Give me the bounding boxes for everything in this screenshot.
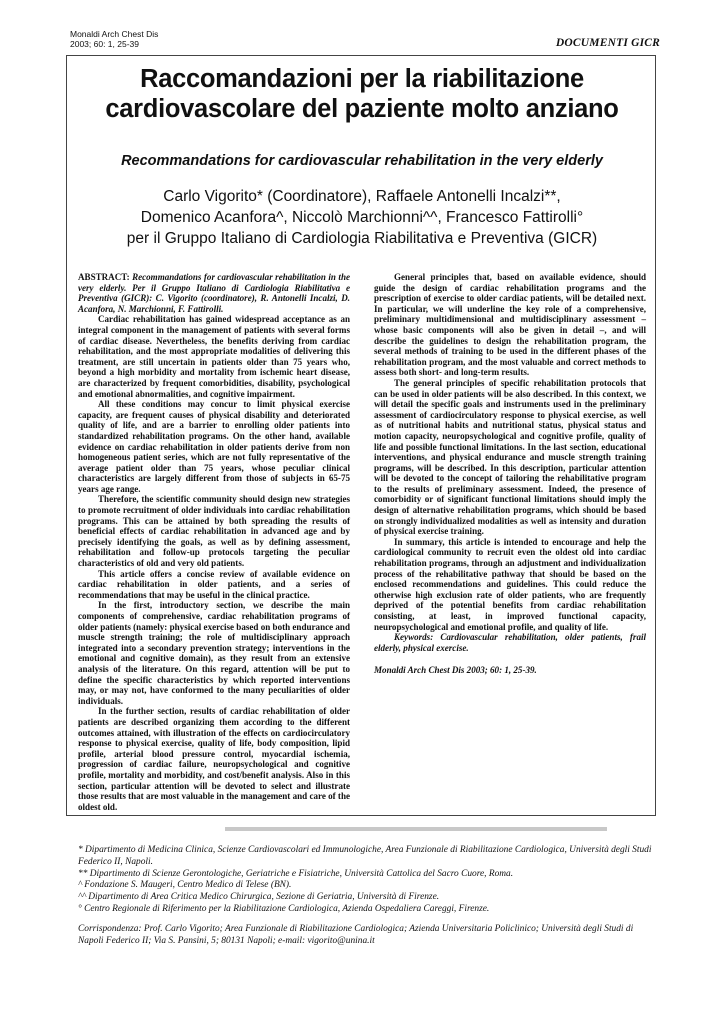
title-line-2: cardiovascolare del paziente molto anziano — [105, 95, 619, 123]
affiliation: ** Dipartimento di Scienze Gerontologiche, Geriatriche e Fisiatriche, Università Cattolica del Sacro Cuore, Roma. — [78, 868, 514, 879]
article-title — [0, 64, 724, 124]
correspondence: Corrispondenza: Prof. Carlo Vigorito; Area Funzionale di Riabilitazione Cardiologica; Azienda Universitaria Policlinico; Università degli Studi di Napoli Federico II; Via S. Pansini, 5; 80131 Napoli; e-mail: vigorito@unina.it — [78, 923, 634, 946]
abstract-column-left — [78, 272, 350, 812]
journal-info — [70, 29, 158, 49]
abstract-paragraph: In summary, this article is intended to encourage and help the cardiological community to recruit even the oldest old into cardiac rehabilitation programs, through an adjustment and individualization process of the rehabilitative pathway that should be based on the enclosed recommendations and guidelines. This could reduce the otherwise high exclusion rate of older patients, who are frequently deprived of the potential benefits from cardiac rehabilitation consisting, at least, in improved functional capacity, neuropsychological and emotional profile, and quality of life. — [374, 536, 646, 632]
authors-line-2: Domenico Acanfora^, Niccolò Marchionni^^, Francesco Fattirolli° — [140, 209, 584, 226]
abstract-paragraph: This article offers a concise review of available evidence on cardiac rehabilitation in older patients, and a series of recommendations that may be useful in the clinical practice. — [78, 568, 350, 600]
authors-line-3: per il Gruppo Italiano di Cardiologia Riabilitativa e Preventiva (GICR) — [126, 230, 598, 247]
affiliations — [78, 845, 654, 947]
affiliation: * Dipartimento di Medicina Clinica, Scienze Cardiovascolari ed Immunologiche, Area Funzionale di Riabilitazione Cardiologica, Università degli Studi Federico II, Napoli. — [78, 845, 652, 867]
keywords: Keywords: Cardiovascular rehabilitation, older patients, frail elderly, physical exercise. — [374, 632, 646, 653]
abstract-paragraph: In the first, introductory section, we describe the main components of comprehensive, cardiac rehabilitation programs of older patients (namely: physical exercise based on both endurance and muscle strength training; the role of multidisciplinary approach integrated into a secondary prevention strategy; interventions in the emotional and cognitive domain), as they result from an extensive analysis of the literature. On this regard, attention will be put to define the specific characteristics by which reported interventions may, or may not, have conformed to the many peculiarities of older individuals. — [78, 600, 350, 706]
abstract-paragraph: Cardiac rehabilitation has gained widespread acceptance as an integral component in the management of patients with several forms of cardiac disease. Nevertheless, the benefits deriving from cardiac rehabilitation, and the most appropriate modalities of delivering this treatment, are still uncertain in patients older than 75 years who, beyond a high morbidity and mortality from ischemic heart disease, are characterized by frequent comorbidities, disability, psychological and emotional abnormalities, and cognitive impairment. — [78, 314, 350, 399]
article-subtitle: Recommandations for cardiovascular rehabilitation in the very elderly — [121, 153, 603, 169]
authors-line-1: Carlo Vigorito* (Coordinatore), Raffaele Antonelli Incalzi**, — [163, 188, 561, 205]
abstract-paragraph: The general principles of specific rehabilitation protocols that can be used in older patients will be also described. In this context, we will detail the specific goals and instruments used in the preliminary assessment of cardiocirculatory response to physical exercise, as well as of nutritional habits and nutritional status, physical status and motion capacity, neuropsychological and cognitive profile, quality of life and possible functional limitations. In the last section, educational interventions, and physical endurance and muscle strength training programs, will be described. In this description, particular attention will be devoted to the concept of tailoring the rehabilitative program to the results of preliminary assessment. Indeed, the presence of comorbidity or of significant functional limitations should imply the design of alternative rehabilitation programs, which should be based on strongly individualized modalities as well as intensity and duration of physical exercise training. — [374, 377, 646, 537]
title-line-1: Raccomandazioni per la riabilitazione — [140, 65, 584, 93]
abstract-column-right — [374, 272, 646, 676]
affiliation: ^^ Dipartimento di Area Critica Medico Chirurgica, Sezione di Geriatria, Università di Firenze. — [78, 892, 440, 903]
affiliation: ° Centro Regionale di Riferimento per la Riabilitazione Cardiologica, Azienda Ospedaliera Careggi, Firenze. — [78, 903, 490, 914]
citation: Monaldi Arch Chest Dis 2003; 60: 1, 25-39. — [374, 665, 537, 676]
divider — [225, 827, 607, 831]
author-list — [0, 186, 724, 249]
abstract-intro — [78, 272, 350, 314]
abstract-reference: Recommandations for cardiovascular rehabilitation in the very elderly. Per il Gruppo Italiano di Cardiologia Riabilitativa e Preventiva (GICR): C. Vigorito (coordinatore), R. Antonelli Incalzi, D. Acanfora, N. Marchionni, F. Fattirolli. — [78, 272, 350, 314]
abstract-paragraph: General principles that, based on available evidence, should guide the design of cardiac rehabilitation programs and the prescription of exercise to older cardiac patients, will be detailed next. In particular, we will underline the key role of a comprehensive, preliminary multidimensional and multidisciplinary assessment – whose basic components will also be given in detail –, and will describe the guidelines to design the rehabilitation program, the several methods of training to be used in the different phases of the rehabilitation program, and the most valuable and correct methods to assess both short- and long-term results. — [374, 272, 646, 378]
abstract-label: ABSTRACT: — [78, 272, 130, 282]
section-label: DOCUMENTI GICR — [555, 37, 660, 49]
abstract-paragraph: All these conditions may concur to limit physical exercise capacity, are frequent causes of physical disability and deteriorated quality of life, and are a barrier to enrolling older patients into standardized rehabilitation programs. On the other hand, available evidence on cardiac rehabilitation in older patients derive from non homogeneous patient series, which are not fully representative of the average patient older than 75 years, whose peculiar clinical characteristics are largely different from those of subjects in 65-75 years age range. — [78, 399, 350, 494]
journal-name: Monaldi Arch Chest Dis — [70, 29, 159, 39]
abstract-paragraph: Therefore, the scientific community should design new strategies to promote recruitment of older individuals into cardiac rehabilitation programs. This can be attained by both spreading the results of beneficial effects of cardiac rehabilitation in advanced age and by precisely identifying the goals, as well as by defining assessment, rehabilitation and follow-up protocols targeting the peculiar characteristics of old and very old patients. — [78, 494, 350, 569]
abstract-paragraph: In the further section, results of cardiac rehabilitation of older patients are described organizing them according to the different outcomes attained, with illustration of the effects on cardiocirculatory response to physical exercise, quality of life, body composition, lipid profile, arterial blood pressure control, myocardial ischemia, progression of cardiac failure, neuropsychological and cognitive profile, mortality and morbidity, and cost/benefit analysis. Also in this section, particular attention will be devoted to select and illustrate those results that are most valuable in the management and care of the oldest old. — [78, 706, 350, 812]
affiliation: ^ Fondazione S. Maugeri, Centro Medico di Telese (BN). — [78, 880, 292, 891]
journal-volume: 2003; 60: 1, 25-39 — [70, 39, 140, 49]
